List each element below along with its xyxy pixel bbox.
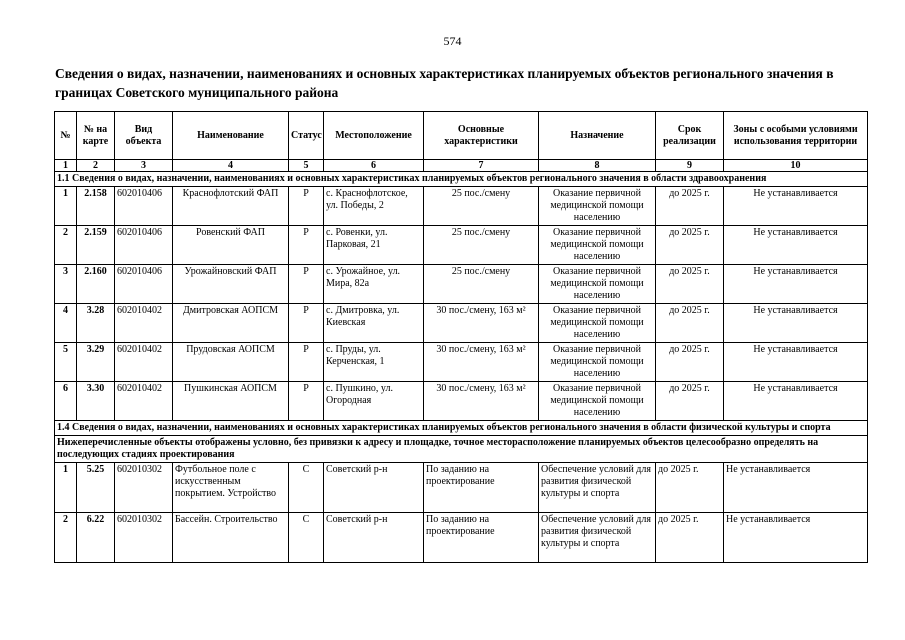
section-note: Нижеперечисленные объекты отображены условно, без привязки к адресу и площадке, точное месторасположение планируемых объектов целесообразно определять на последующих стадиях проектирования [55, 436, 868, 463]
section-title-row [55, 172, 868, 187]
object-location: с. Ровенки, ул. Парковая, 21 [324, 226, 424, 265]
object-location: с. Пушкино, ул. Огородная [324, 382, 424, 421]
col-header: № [55, 112, 77, 160]
col-header: Основные характеристики [424, 112, 539, 160]
object-purpose: Оказание первичной медицинской помощи населению [539, 304, 656, 343]
table-row [55, 382, 868, 421]
object-zones: Не устанавливается [724, 304, 868, 343]
object-characteristics: 30 пос./смену, 163 м² [424, 343, 539, 382]
object-name: Пушкинская АОПСМ [173, 382, 289, 421]
object-name: Бассейн. Строительство [173, 513, 289, 563]
table-header [55, 112, 868, 172]
col-header: Назначение [539, 112, 656, 160]
row-number: 4 [55, 304, 77, 343]
object-name: Футбольное поле с искусственным покрытием. Устройство [173, 463, 289, 513]
col-header: Наименование [173, 112, 289, 160]
object-purpose: Оказание первичной медицинской помощи населению [539, 343, 656, 382]
object-zones: Не устанавливается [724, 513, 868, 563]
section-title: 1.4 Сведения о видах, назначении, наименованиях и основных характеристиках планируемых объектов регионального значения в области физической культуры и спорта [55, 421, 868, 436]
objects-table [54, 111, 868, 563]
object-term: до 2025 г. [656, 304, 724, 343]
table-row [55, 513, 868, 563]
col-number: 6 [324, 160, 424, 172]
object-name: Краснофлотский ФАП [173, 187, 289, 226]
col-number: 8 [539, 160, 656, 172]
column-number-row [55, 160, 868, 172]
object-type: 602010302 [115, 513, 173, 563]
object-purpose: Оказание первичной медицинской помощи населению [539, 187, 656, 226]
object-type: 602010302 [115, 463, 173, 513]
object-term: до 2025 г. [656, 382, 724, 421]
object-status: Р [289, 265, 324, 304]
col-number: 5 [289, 160, 324, 172]
row-number: 2 [55, 226, 77, 265]
object-zones: Не устанавливается [724, 226, 868, 265]
row-number: 2 [55, 513, 77, 563]
section-title-row [55, 421, 868, 436]
object-purpose: Обеспечение условий для развития физической культуры и спорта [539, 513, 656, 563]
map-number: 3.29 [77, 343, 115, 382]
object-characteristics: 30 пос./смену, 163 м² [424, 382, 539, 421]
col-header: Статус [289, 112, 324, 160]
object-characteristics: 25 пос./смену [424, 226, 539, 265]
object-name: Ровенский ФАП [173, 226, 289, 265]
object-status: Р [289, 187, 324, 226]
object-term: до 2025 г. [656, 513, 724, 563]
col-number: 1 [55, 160, 77, 172]
row-number: 1 [55, 463, 77, 513]
table-row [55, 304, 868, 343]
object-purpose: Обеспечение условий для развития физической культуры и спорта [539, 463, 656, 513]
object-type: 602010402 [115, 343, 173, 382]
map-number: 3.28 [77, 304, 115, 343]
table-row [55, 265, 868, 304]
object-type: 602010406 [115, 187, 173, 226]
section-note-row [55, 436, 868, 463]
object-purpose: Оказание первичной медицинской помощи населению [539, 226, 656, 265]
col-header: Вид объекта [115, 112, 173, 160]
object-status: С [289, 513, 324, 563]
map-number: 6.22 [77, 513, 115, 563]
object-characteristics: По заданию на проектирование [424, 463, 539, 513]
object-location: Советский р-н [324, 463, 424, 513]
object-purpose: Оказание первичной медицинской помощи населению [539, 382, 656, 421]
object-characteristics: 25 пос./смену [424, 187, 539, 226]
object-location: с. Краснофлотское, ул. Победы, 2 [324, 187, 424, 226]
col-number: 3 [115, 160, 173, 172]
map-number: 2.160 [77, 265, 115, 304]
document-title: Сведения о видах, назначении, наименованиях и основных характеристиках планируемых объектов регионального значения в границах Советского муниципального района [55, 66, 834, 100]
page-number: 574 [443, 34, 462, 48]
table-row [55, 187, 868, 226]
col-number: 10 [724, 160, 868, 172]
col-header: № на карте [77, 112, 115, 160]
object-zones: Не устанавливается [724, 265, 868, 304]
col-number: 9 [656, 160, 724, 172]
table-row [55, 463, 868, 513]
row-number: 6 [55, 382, 77, 421]
col-number: 7 [424, 160, 539, 172]
object-characteristics: 25 пос./смену [424, 265, 539, 304]
map-number: 5.25 [77, 463, 115, 513]
object-term: до 2025 г. [656, 226, 724, 265]
row-number: 1 [55, 187, 77, 226]
table-body [55, 172, 868, 563]
row-number: 3 [55, 265, 77, 304]
object-name: Прудовская АОПСМ [173, 343, 289, 382]
map-number: 2.159 [77, 226, 115, 265]
object-purpose: Оказание первичной медицинской помощи населению [539, 265, 656, 304]
object-status: Р [289, 343, 324, 382]
table-row [55, 343, 868, 382]
object-status: Р [289, 382, 324, 421]
object-status: С [289, 463, 324, 513]
object-zones: Не устанавливается [724, 187, 868, 226]
object-name: Дмитровская АОПСМ [173, 304, 289, 343]
row-number: 5 [55, 343, 77, 382]
object-type: 602010406 [115, 226, 173, 265]
object-term: до 2025 г. [656, 187, 724, 226]
col-header: Срок реализации [656, 112, 724, 160]
object-location: Советский р-н [324, 513, 424, 563]
object-term: до 2025 г. [656, 343, 724, 382]
col-number: 2 [77, 160, 115, 172]
object-type: 602010406 [115, 265, 173, 304]
object-status: Р [289, 304, 324, 343]
object-name: Урожайновский ФАП [173, 265, 289, 304]
table-row [55, 226, 868, 265]
object-term: до 2025 г. [656, 265, 724, 304]
object-type: 602010402 [115, 382, 173, 421]
object-status: Р [289, 226, 324, 265]
map-number: 3.30 [77, 382, 115, 421]
object-location: с. Дмитровка, ул. Киевская [324, 304, 424, 343]
object-location: с. Пруды, ул. Керченская, 1 [324, 343, 424, 382]
col-number: 4 [173, 160, 289, 172]
object-term: до 2025 г. [656, 463, 724, 513]
object-zones: Не устанавливается [724, 343, 868, 382]
object-type: 602010402 [115, 304, 173, 343]
object-characteristics: 30 пос./смену, 163 м² [424, 304, 539, 343]
col-header: Местоположение [324, 112, 424, 160]
object-zones: Не устанавливается [724, 382, 868, 421]
object-characteristics: По заданию на проектирование [424, 513, 539, 563]
object-zones: Не устанавливается [724, 463, 868, 513]
col-header: Зоны с особыми условиями использования территории [724, 112, 868, 160]
section-title: 1.1 Сведения о видах, назначении, наименованиях и основных характеристиках планируемых объектов регионального значения в области здравоохранения [55, 172, 868, 187]
map-number: 2.158 [77, 187, 115, 226]
object-location: с. Урожайное, ул. Мира, 82а [324, 265, 424, 304]
